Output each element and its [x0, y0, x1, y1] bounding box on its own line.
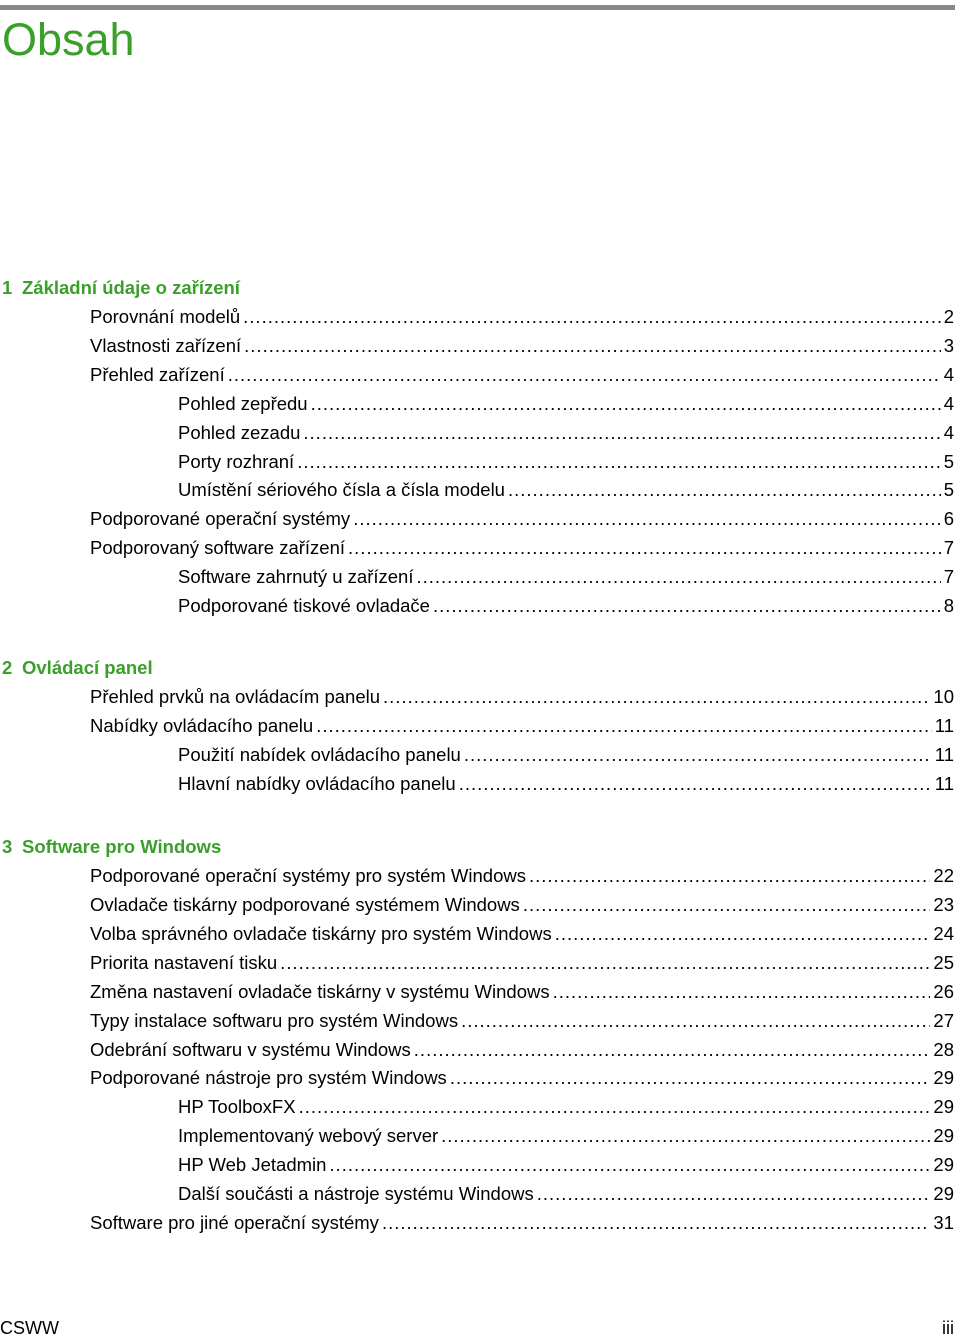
toc-entry[interactable] [90, 536, 954, 560]
toc-entry-label: Podporovaný software zařízení [90, 537, 346, 558]
toc-entry-label: Porty rozhraní [178, 451, 295, 472]
dot-leader [316, 714, 932, 738]
dot-leader [508, 478, 941, 502]
dot-leader [461, 1009, 930, 1033]
toc-entry[interactable] [90, 1211, 954, 1235]
chapter-number: 2 [2, 657, 13, 678]
toc-entry-page: 7 [943, 566, 954, 587]
toc-entry-label: Porovnání modelů [90, 306, 241, 327]
dot-leader [228, 363, 941, 387]
dot-leader [244, 334, 941, 358]
toc-entry[interactable] [90, 363, 954, 387]
toc-subentry[interactable] [178, 772, 954, 796]
toc-entry-page: 3 [943, 335, 954, 356]
dot-leader [553, 980, 931, 1004]
toc-entry[interactable] [90, 714, 954, 738]
toc-entry-page: 7 [943, 537, 954, 558]
toc-entry-label: Implementovaný webový server [178, 1125, 439, 1146]
toc-entry-label: Další součásti a nástroje systému Windows [178, 1183, 534, 1204]
toc-entry[interactable] [90, 864, 954, 888]
dot-leader [414, 1038, 931, 1062]
toc-entry-page: 27 [933, 1010, 954, 1031]
toc-subentry[interactable] [178, 1153, 954, 1177]
toc-entry[interactable] [90, 507, 954, 531]
toc-entry-page: 4 [943, 422, 954, 443]
toc-entry-page: 29 [933, 1067, 954, 1088]
dot-leader [555, 922, 931, 946]
toc-entry-page: 5 [943, 451, 954, 472]
toc-entry-label: Použití nabídek ovládacího panelu [178, 744, 461, 765]
toc-subentry[interactable] [178, 743, 954, 767]
toc-entry-label: Přehled zařízení [90, 364, 225, 385]
toc-entry-label: Podporované tiskové ovladače [178, 595, 430, 616]
toc-entry-label: Vlastnosti zařízení [90, 335, 242, 356]
toc-entry-label: Pohled zepředu [178, 393, 308, 414]
toc-entry-label: HP Web Jetadmin [178, 1154, 327, 1175]
toc-entry-label: Software zahrnutý u zařízení [178, 566, 414, 587]
chapter-heading[interactable] [2, 656, 153, 680]
dot-leader [459, 772, 932, 796]
chapter-heading[interactable] [2, 276, 240, 300]
dot-leader [416, 565, 940, 589]
toc-entry[interactable] [90, 951, 954, 975]
toc-entry-page: 25 [933, 952, 954, 973]
toc-subentry[interactable] [178, 1182, 954, 1206]
dot-leader [297, 450, 941, 474]
toc-entry-page: 29 [933, 1154, 954, 1175]
toc-entry[interactable] [90, 334, 954, 358]
dot-leader [348, 536, 941, 560]
toc-subentry[interactable] [178, 450, 954, 474]
toc-subentry[interactable] [178, 421, 954, 445]
toc-entry-label: Typy instalace softwaru pro systém Windows [90, 1010, 459, 1031]
toc-entry-page: 2 [943, 306, 954, 327]
toc-entry-label: Volba správného ovladače tiskárny pro systém Windows [90, 923, 552, 944]
dot-leader [280, 951, 930, 975]
dot-leader [382, 1211, 930, 1235]
toc-entry-label: Ovladače tiskárny podporované systémem Windows [90, 894, 520, 915]
dot-leader [433, 594, 941, 618]
dot-leader [523, 893, 931, 917]
chapter-title: Základní údaje o zařízení [22, 277, 240, 298]
toc-entry[interactable] [90, 893, 954, 917]
chapter-heading[interactable] [2, 835, 221, 859]
toc-entry-page: 29 [933, 1096, 954, 1117]
dot-leader [529, 864, 930, 888]
toc-entry-label: Nabídky ovládacího panelu [90, 715, 314, 736]
toc-entry[interactable] [90, 980, 954, 1004]
toc-subentry[interactable] [178, 478, 954, 502]
toc-entry-page: 22 [933, 865, 954, 886]
chapter-title: Ovládací panel [22, 657, 153, 678]
toc-entry-label: Pohled zezadu [178, 422, 301, 443]
toc-entry-label: HP ToolboxFX [178, 1096, 296, 1117]
chapter-number: 1 [2, 277, 13, 298]
toc-entry-page: 10 [933, 686, 954, 707]
dot-leader [353, 507, 941, 531]
dot-leader [303, 421, 940, 445]
toc-entry[interactable] [90, 685, 954, 709]
chapter-number: 3 [2, 836, 13, 857]
toc-entry-page: 11 [934, 773, 954, 794]
toc-entry-page: 5 [943, 479, 954, 500]
toc-entry-page: 8 [943, 595, 954, 616]
toc-entry[interactable] [90, 1009, 954, 1033]
toc-entry-page: 4 [943, 393, 954, 414]
footer-label: CSWW [0, 1318, 59, 1338]
dot-leader [537, 1182, 931, 1206]
toc-entry-label: Podporované operační systémy [90, 508, 351, 529]
toc-entry-page: 28 [933, 1039, 954, 1060]
toc-entry[interactable] [90, 305, 954, 329]
dot-leader [464, 743, 932, 767]
toc-entry-page: 11 [934, 715, 954, 736]
toc-subentry[interactable] [178, 392, 954, 416]
toc-entry-label: Podporované nástroje pro systém Windows [90, 1067, 447, 1088]
toc-entry-page: 26 [933, 981, 954, 1002]
page-number: iii [942, 1318, 954, 1338]
toc-entry-label: Přehled prvků na ovládacím panelu [90, 686, 381, 707]
toc-entry-label: Hlavní nabídky ovládacího panelu [178, 773, 456, 794]
toc-subentry[interactable] [178, 594, 954, 618]
toc-entry-label: Odebrání softwaru v systému Windows [90, 1039, 411, 1060]
dot-leader [243, 305, 941, 329]
toc-entry[interactable] [90, 922, 954, 946]
dot-leader [383, 685, 930, 709]
toc-entry[interactable] [90, 1066, 954, 1090]
dot-leader [311, 392, 941, 416]
toc-entry-page: 23 [933, 894, 954, 915]
dot-leader [299, 1095, 931, 1119]
toc-entry-label: Software pro jiné operační systémy [90, 1212, 379, 1233]
toc-entry[interactable] [90, 1038, 954, 1062]
toc-entry-page: 24 [933, 923, 954, 944]
dot-leader [329, 1153, 930, 1177]
toc-subentry[interactable] [178, 1124, 954, 1148]
toc-subentry[interactable] [178, 565, 954, 589]
dot-leader [441, 1124, 930, 1148]
page-title: Obsah [2, 14, 135, 65]
toc-entry-page: 31 [933, 1212, 954, 1233]
toc-entry-page: 29 [933, 1125, 954, 1146]
toc-entry-label: Umístění sériového čísla a čísla modelu [178, 479, 505, 500]
toc-entry-page: 4 [943, 364, 954, 385]
toc-entry-page: 11 [934, 744, 954, 765]
toc-entry-label: Podporované operační systémy pro systém Windows [90, 865, 526, 886]
toc-entry-page: 29 [933, 1183, 954, 1204]
dot-leader [450, 1066, 931, 1090]
toc-entry-label: Priorita nastavení tisku [90, 952, 278, 973]
chapter-title: Software pro Windows [22, 836, 222, 857]
toc-subentry[interactable] [178, 1095, 954, 1119]
toc-entry-page: 6 [943, 508, 954, 529]
toc-entry-label: Změna nastavení ovladače tiskárny v systému Windows [90, 981, 550, 1002]
